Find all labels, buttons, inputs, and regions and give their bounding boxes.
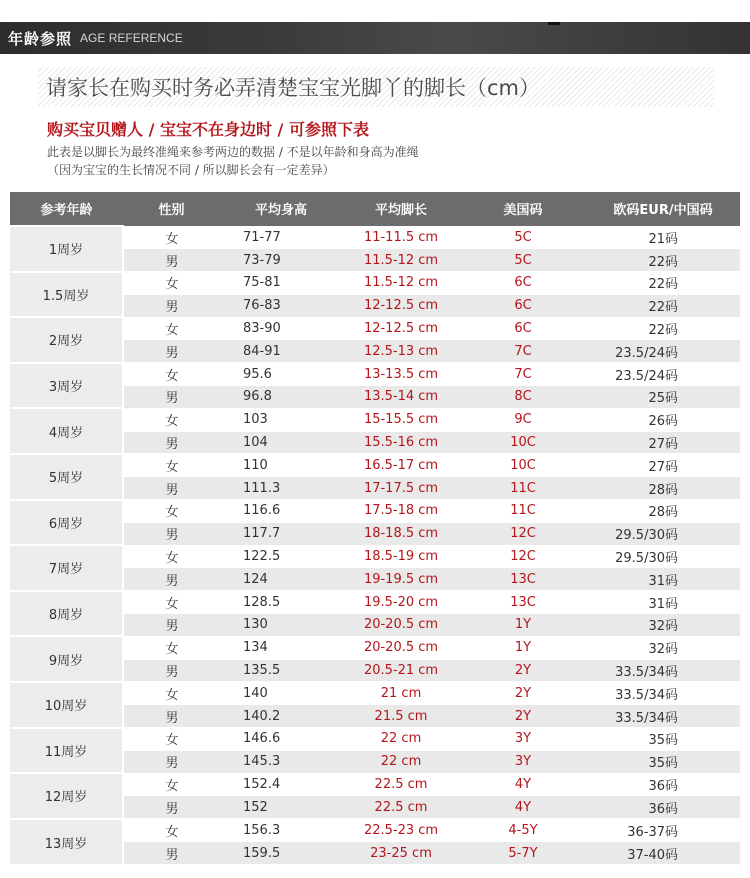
cell-foot-length: 11.5-12 cm (342, 272, 460, 295)
header-height: 平均身高 (220, 192, 342, 226)
cell-gender: 男 (123, 842, 220, 865)
cell-us-size: 1Y (460, 614, 586, 637)
cell-foot-length: 19-19.5 cm (342, 568, 460, 591)
cell-height: 152 (220, 796, 342, 819)
cell-eu-size: 25码 (586, 386, 740, 409)
cell-foot-length: 20-20.5 cm (342, 636, 460, 659)
cell-foot-length: 19.5-20 cm (342, 591, 460, 614)
cell-foot-length: 15.5-16 cm (342, 431, 460, 454)
cell-eu-size: 31码 (586, 591, 740, 614)
cell-eu-size: 36-37码 (586, 819, 740, 842)
cell-eu-size: 22码 (586, 317, 740, 340)
decor-mark (548, 22, 560, 25)
cell-us-size: 2Y (460, 682, 586, 705)
cell-foot-length: 17-17.5 cm (342, 477, 460, 500)
cell-us-size: 7C (460, 363, 586, 386)
cell-foot-length: 20.5-21 cm (342, 659, 460, 682)
cell-gender: 女 (123, 591, 220, 614)
cell-gender: 女 (123, 682, 220, 705)
cell-eu-size: 36码 (586, 796, 740, 819)
table-row (10, 500, 740, 523)
table-row (10, 317, 740, 340)
cell-height: 152.4 (220, 773, 342, 796)
cell-gender: 男 (123, 568, 220, 591)
cell-foot-length: 15-15.5 cm (342, 408, 460, 431)
cell-us-size: 3Y (460, 728, 586, 751)
cell-eu-size: 22码 (586, 294, 740, 317)
cell-gender: 男 (123, 477, 220, 500)
cell-foot-length: 11.5-12 cm (342, 249, 460, 272)
cell-height: 111.3 (220, 477, 342, 500)
cell-eu-size: 33.5/34码 (586, 682, 740, 705)
cell-height: 122.5 (220, 545, 342, 568)
cell-eu-size: 26码 (586, 408, 740, 431)
cell-height: 140 (220, 682, 342, 705)
cell-age: 4周岁 (10, 408, 123, 454)
cell-eu-size: 36码 (586, 773, 740, 796)
cell-age: 8周岁 (10, 591, 123, 637)
description-line-1: 此表是以脚长为最终准绳来参考两边的数据 / 不是以年龄和身高为准绳 (47, 145, 419, 159)
cell-height: 116.6 (220, 500, 342, 523)
cell-eu-size: 28码 (586, 477, 740, 500)
cell-height: 134 (220, 636, 342, 659)
cell-foot-length: 20-20.5 cm (342, 614, 460, 637)
table-row (10, 408, 740, 431)
cell-us-size: 7C (460, 340, 586, 363)
table-row (10, 591, 740, 614)
cell-height: 140.2 (220, 705, 342, 728)
cell-us-size: 6C (460, 294, 586, 317)
cell-us-size: 9C (460, 408, 586, 431)
section-title: 年龄参照 (8, 29, 73, 48)
cell-height: 128.5 (220, 591, 342, 614)
table-body (10, 226, 740, 864)
cell-eu-size: 29.5/30码 (586, 522, 740, 545)
cell-eu-size: 27码 (586, 454, 740, 477)
cell-gender: 男 (123, 796, 220, 819)
cell-us-size: 2Y (460, 705, 586, 728)
cell-eu-size: 33.5/34码 (586, 705, 740, 728)
table-row (10, 819, 740, 842)
cell-height: 156.3 (220, 819, 342, 842)
cell-gender: 女 (123, 363, 220, 386)
notice-banner (38, 67, 714, 107)
cell-foot-length: 18-18.5 cm (342, 522, 460, 545)
cell-age: 5周岁 (10, 454, 123, 500)
description (47, 143, 419, 179)
cell-foot-length: 17.5-18 cm (342, 500, 460, 523)
cell-eu-size: 22码 (586, 249, 740, 272)
subtitle: 购买宝贝赠人 / 宝宝不在身边时 / 可参照下表 (47, 120, 369, 139)
cell-gender: 女 (123, 454, 220, 477)
cell-foot-length: 12-12.5 cm (342, 294, 460, 317)
section-title-en: AGE REFERENCE (80, 31, 183, 45)
cell-eu-size: 33.5/34码 (586, 659, 740, 682)
cell-eu-size: 32码 (586, 636, 740, 659)
table-row (10, 682, 740, 705)
cell-age: 9周岁 (10, 636, 123, 682)
header-gender: 性别 (123, 192, 220, 226)
cell-height: 73-79 (220, 249, 342, 272)
cell-foot-length: 22.5-23 cm (342, 819, 460, 842)
cell-foot-length: 16.5-17 cm (342, 454, 460, 477)
cell-eu-size: 37-40码 (586, 842, 740, 865)
cell-gender: 男 (123, 294, 220, 317)
table-row (10, 636, 740, 659)
cell-age: 1.5周岁 (10, 272, 123, 318)
cell-gender: 男 (123, 340, 220, 363)
cell-us-size: 12C (460, 545, 586, 568)
cell-eu-size: 35码 (586, 750, 740, 773)
cell-us-size: 6C (460, 272, 586, 295)
cell-eu-size: 21码 (586, 226, 740, 249)
cell-eu-size: 35码 (586, 728, 740, 751)
cell-gender: 男 (123, 750, 220, 773)
table-row (10, 363, 740, 386)
cell-foot-length: 21.5 cm (342, 705, 460, 728)
cell-us-size: 11C (460, 500, 586, 523)
cell-foot-length: 23-25 cm (342, 842, 460, 865)
cell-foot-length: 13-13.5 cm (342, 363, 460, 386)
cell-age: 2周岁 (10, 317, 123, 363)
cell-height: 110 (220, 454, 342, 477)
cell-age: 11周岁 (10, 728, 123, 774)
cell-age: 10周岁 (10, 682, 123, 728)
description-line-2: （因为宝宝的生长情况不同 / 所以脚长会有一定差异） (47, 163, 335, 177)
cell-gender: 女 (123, 272, 220, 295)
section-header (0, 22, 750, 54)
cell-gender: 男 (123, 614, 220, 637)
table-row (10, 773, 740, 796)
cell-us-size: 5-7Y (460, 842, 586, 865)
cell-gender: 男 (123, 659, 220, 682)
cell-height: 83-90 (220, 317, 342, 340)
cell-age: 13周岁 (10, 819, 123, 865)
notice-text: 请家长在购买时务必弄清楚宝宝光脚丫的脚长（cm） (46, 76, 541, 100)
cell-eu-size: 23.5/24码 (586, 363, 740, 386)
cell-gender: 男 (123, 431, 220, 454)
cell-foot-length: 22.5 cm (342, 773, 460, 796)
cell-height: 145.3 (220, 750, 342, 773)
cell-gender: 女 (123, 728, 220, 751)
cell-age: 12周岁 (10, 773, 123, 819)
cell-us-size: 11C (460, 477, 586, 500)
cell-us-size: 5C (460, 226, 586, 249)
cell-gender: 男 (123, 522, 220, 545)
cell-height: 84-91 (220, 340, 342, 363)
cell-gender: 女 (123, 317, 220, 340)
cell-us-size: 10C (460, 454, 586, 477)
cell-gender: 女 (123, 408, 220, 431)
cell-height: 96.8 (220, 386, 342, 409)
cell-gender: 女 (123, 773, 220, 796)
cell-gender: 女 (123, 500, 220, 523)
header-us-size: 美国码 (460, 192, 586, 226)
header-foot-length: 平均脚长 (342, 192, 460, 226)
header-age: 参考年龄 (10, 192, 123, 226)
cell-gender: 男 (123, 249, 220, 272)
cell-height: 104 (220, 431, 342, 454)
cell-us-size: 3Y (460, 750, 586, 773)
cell-gender: 女 (123, 226, 220, 249)
cell-us-size: 13C (460, 591, 586, 614)
cell-foot-length: 22 cm (342, 728, 460, 751)
cell-height: 117.7 (220, 522, 342, 545)
cell-us-size: 4Y (460, 796, 586, 819)
cell-foot-length: 13.5-14 cm (342, 386, 460, 409)
cell-us-size: 8C (460, 386, 586, 409)
table-row (10, 545, 740, 568)
cell-eu-size: 31码 (586, 568, 740, 591)
cell-gender: 女 (123, 819, 220, 842)
cell-us-size: 6C (460, 317, 586, 340)
cell-gender: 男 (123, 705, 220, 728)
cell-foot-length: 22 cm (342, 750, 460, 773)
cell-foot-length: 12.5-13 cm (342, 340, 460, 363)
cell-height: 75-81 (220, 272, 342, 295)
size-table (10, 192, 740, 864)
table-row (10, 226, 740, 249)
cell-age: 6周岁 (10, 500, 123, 546)
cell-us-size: 5C (460, 249, 586, 272)
table-row (10, 728, 740, 751)
cell-us-size: 13C (460, 568, 586, 591)
cell-us-size: 1Y (460, 636, 586, 659)
cell-foot-length: 12-12.5 cm (342, 317, 460, 340)
cell-age: 3周岁 (10, 363, 123, 409)
cell-foot-length: 11-11.5 cm (342, 226, 460, 249)
table-row (10, 272, 740, 295)
cell-eu-size: 23.5/24码 (586, 340, 740, 363)
table-row (10, 454, 740, 477)
cell-gender: 女 (123, 636, 220, 659)
cell-gender: 女 (123, 545, 220, 568)
table-header-row (10, 192, 740, 226)
cell-age: 1周岁 (10, 226, 123, 272)
cell-eu-size: 32码 (586, 614, 740, 637)
cell-us-size: 4-5Y (460, 819, 586, 842)
cell-eu-size: 29.5/30码 (586, 545, 740, 568)
cell-us-size: 4Y (460, 773, 586, 796)
cell-foot-length: 21 cm (342, 682, 460, 705)
cell-foot-length: 22.5 cm (342, 796, 460, 819)
cell-height: 71-77 (220, 226, 342, 249)
cell-us-size: 10C (460, 431, 586, 454)
cell-us-size: 2Y (460, 659, 586, 682)
cell-eu-size: 22码 (586, 272, 740, 295)
cell-height: 135.5 (220, 659, 342, 682)
cell-height: 95.6 (220, 363, 342, 386)
cell-us-size: 12C (460, 522, 586, 545)
cell-eu-size: 27码 (586, 431, 740, 454)
header-eu-size: 欧码EUR/中国码 (586, 192, 740, 226)
cell-height: 159.5 (220, 842, 342, 865)
cell-height: 130 (220, 614, 342, 637)
cell-gender: 男 (123, 386, 220, 409)
cell-eu-size: 28码 (586, 500, 740, 523)
cell-age: 7周岁 (10, 545, 123, 591)
cell-height: 103 (220, 408, 342, 431)
cell-foot-length: 18.5-19 cm (342, 545, 460, 568)
cell-height: 124 (220, 568, 342, 591)
cell-height: 76-83 (220, 294, 342, 317)
cell-height: 146.6 (220, 728, 342, 751)
